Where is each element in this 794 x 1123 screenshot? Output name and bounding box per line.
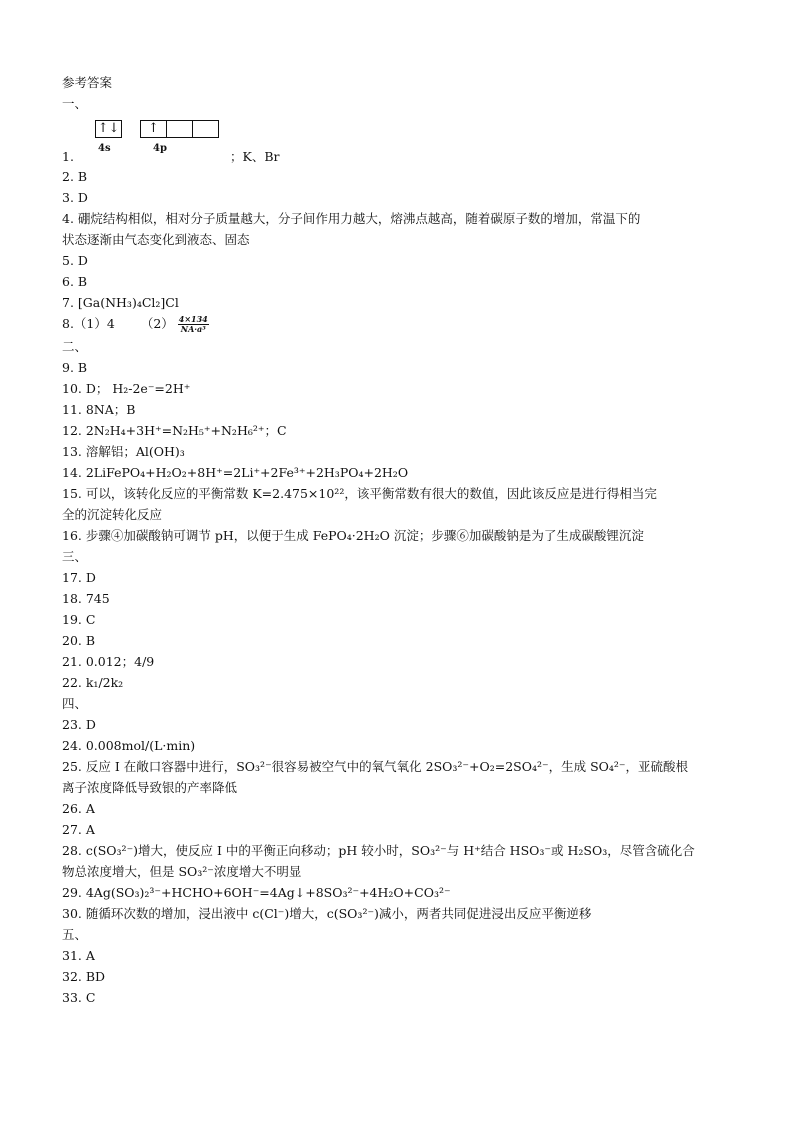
- section-heading-2: 二、: [62, 339, 88, 354]
- answer-29: 29. 4Ag(SO₃)₂³⁻+HCHO+6OH⁻=4Ag↓+8SO₃²⁻+4H₂O+CO₃²⁻: [62, 885, 451, 900]
- answer-31: 31. A: [62, 948, 95, 963]
- orbital-diagram: [95, 120, 732, 144]
- answer-10: 10. D； H₂-2e⁻=2H⁺: [62, 381, 191, 396]
- answer-25-line-1: 25. 反应 I 在敞口容器中进行，SO₃²⁻很容易被空气中的氧气氧化 2SO₃²⁻+O₂=2SO₄²⁻，生成 SO₄²⁻，亚硫酸根: [62, 759, 689, 774]
- answer-12: 12. 2N₂H₄+3H⁺=N₂H₅⁺+N₂H₆²⁺；C: [62, 423, 287, 438]
- answer-8-part-2: （2）: [140, 316, 174, 331]
- answer-14: 14. 2LiFePO₄+H₂O₂+8H⁺=2Li⁺+2Fe³⁺+2H₃PO₄+2H₂O: [62, 465, 409, 480]
- section-heading-1: 一、: [62, 96, 88, 111]
- orbital-4p-box-3: [192, 120, 219, 138]
- answer-26: 26. A: [62, 801, 95, 816]
- answer-13: 13. 溶解铝；Al(OH)₃: [62, 444, 185, 459]
- answer-23: 23. D: [62, 717, 96, 732]
- answer-7: 7. [Ga(NH₃)₄Cl₂]Cl: [62, 295, 179, 310]
- page-title: 参考答案: [62, 75, 113, 90]
- section-heading-5: 五、: [62, 927, 88, 942]
- fraction-numerator: 4×134: [178, 314, 208, 324]
- answer-2: 2. B: [62, 169, 88, 184]
- orbital-label-4p: 4p: [153, 143, 167, 154]
- answer-19: 19. C: [62, 612, 96, 627]
- answer-28-line-2: 物总浓度增大，但是 SO₃²⁻浓度增大不明显: [62, 864, 302, 879]
- answer-6: 6. B: [62, 274, 88, 289]
- answer-3: 3. D: [62, 190, 88, 205]
- answer-8: [62, 313, 732, 336]
- answer-1-text: ；K、Br: [230, 149, 280, 164]
- answer-33: 33. C: [62, 990, 96, 1005]
- answer-8-fraction: [178, 315, 209, 334]
- answer-24: 24. 0.008mol/(L·min): [62, 738, 196, 753]
- answer-28-line-1: 28. c(SO₃²⁻)增大，使反应 I 中的平衡正向移动；pH 较小时，SO₃²⁻与 H⁺结合 HSO₃⁻或 H₂SO₃，尽管含硫化合: [62, 843, 695, 858]
- answer-25-line-2: 离子浓度降低导致银的产率降低: [62, 780, 238, 795]
- answer-1: [62, 144, 732, 166]
- answer-32: 32. BD: [62, 969, 106, 984]
- answer-1-number: 1.: [62, 149, 74, 164]
- answer-8-part-1: 8.（1）4: [62, 316, 115, 331]
- answer-4-line-1: 4. 硼烷结构相似，相对分子质量越大，分子间作用力越大，熔沸点越高，随着碳原子数的增加，常温下的: [62, 211, 641, 226]
- answer-20: 20. B: [62, 633, 96, 648]
- orbital-4p-box-1: ↑: [140, 120, 167, 138]
- answer-17: 17. D: [62, 570, 96, 585]
- answer-9: 9. B: [62, 360, 88, 375]
- section-heading-4: 四、: [62, 696, 88, 711]
- answer-4-line-2: 状态逐渐由气态变化到液态、固态: [62, 232, 250, 247]
- answer-16: 16. 步骤④加碳酸钠可调节 pH，以便于生成 FePO₄·2H₂O 沉淀；步骤⑥加碳酸钠是为了生成碳酸锂沉淀: [62, 528, 644, 543]
- answer-15-line-2: 全的沉淀转化反应: [62, 507, 163, 522]
- answer-27: 27. A: [62, 822, 95, 837]
- answer-11: 11. 8NA；B: [62, 402, 136, 417]
- answer-22: 22. k₁/2k₂: [62, 675, 124, 690]
- orbital-label-4s: 4s: [98, 143, 111, 154]
- answer-18: 18. 745: [62, 591, 110, 606]
- answer-21: 21. 0.012；4/9: [62, 654, 155, 669]
- answer-5: 5. D: [62, 253, 88, 268]
- answer-15-line-1: 15. 可以，该转化反应的平衡常数 K=2.475×10²²，该平衡常数有很大的数值，因此该反应是进行得相当完: [62, 486, 657, 501]
- answer-key-page: [62, 72, 732, 1008]
- orbital-4s-box: ↑↓: [95, 120, 122, 138]
- fraction-denominator: NA·a³: [180, 324, 206, 334]
- answer-30: 30. 随循环次数的增加，浸出液中 c(Cl⁻)增大，c(SO₃²⁻)减小，两者共同促进浸出反应平衡逆移: [62, 906, 592, 921]
- orbital-4p-box-2: [166, 120, 193, 138]
- section-heading-3: 三、: [62, 549, 88, 564]
